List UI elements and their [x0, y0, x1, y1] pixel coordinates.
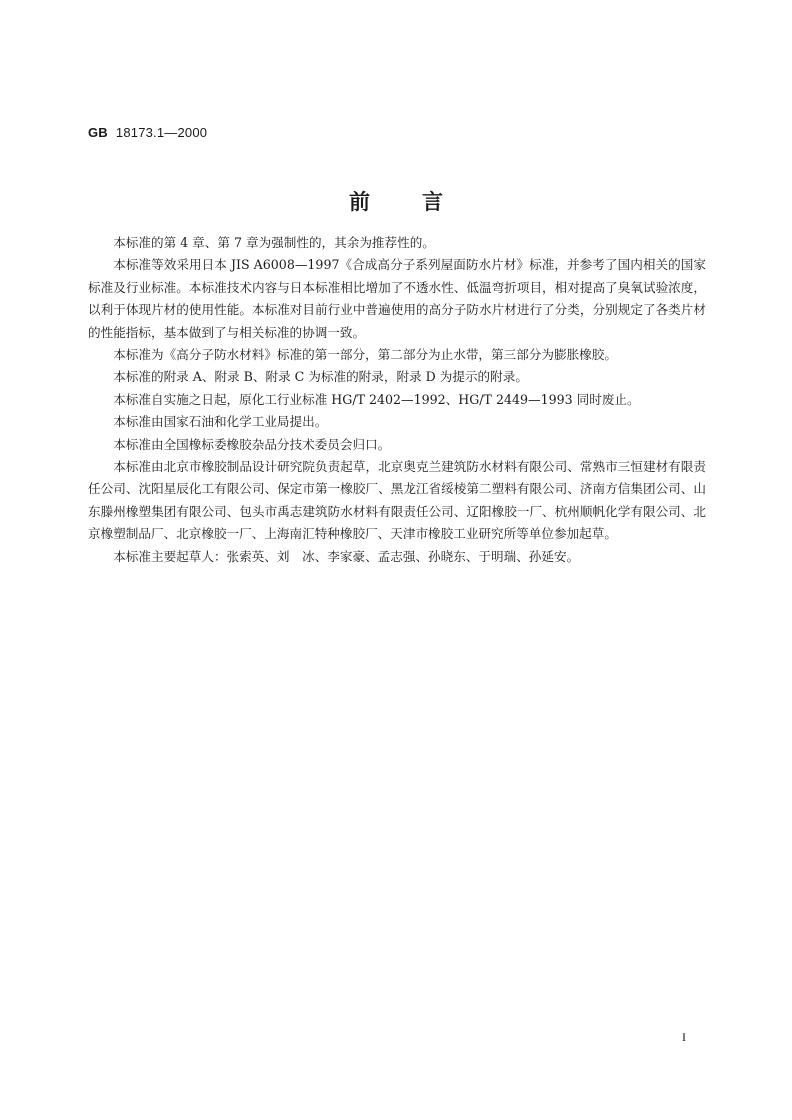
- paragraph-proposed-by: 本标准由国家石油和化学工业局提出。: [113, 414, 328, 430]
- paragraph-centralized-by: 本标准由全国橡标委橡胶杂品分技术委员会归口。: [113, 436, 391, 452]
- paragraph-drafting-units: 本标准由北京市橡胶制品设计研究院负责起草，北京奥克兰建筑防水材料有限公司、常熟市三恒建材有限责任公司、沈阳星辰化工有限公司、保定市第一橡胶厂、黑龙江省绥棱第二塑料有限公司、济南方信集团公司、山东滕州橡塑集团有限公司、包头市禹志建筑防水材料有限责任公司、辽阳橡胶一厂、杭州顺帆化学有限公司、北京橡塑制品厂、北京橡胶一厂、上海南汇特种橡胶厂、天津市橡胶工业研究所等单位参加起草。: [88, 459, 706, 542]
- paragraph-drafters: 本标准主要起草人：张索英、刘 冰、李家豪、孟志强、孙晓东、于明瑞、孙延安。: [113, 548, 580, 564]
- document-header: [88, 125, 207, 140]
- page-number: I: [682, 1030, 686, 1044]
- standard-number: 18173.1—2000: [115, 125, 208, 140]
- paragraph-parts: 本标准为《高分子防水材料》标准的第一部分，第二部分为止水带，第三部分为膨胀橡胶。: [113, 347, 617, 363]
- paragraph-appendices: 本标准的附录 A、附录 B、附录 C 为标准的附录，附录 D 为提示的附录。: [113, 369, 528, 385]
- paragraph-chapters: 本标准的第 4 章、第 7 章为强制性的，其余为推荐性的。: [113, 235, 435, 250]
- foreword-body: [88, 232, 706, 568]
- standard-code: GB: [88, 125, 108, 140]
- paragraph-equivalence: 本标准等效采用日本 JIS A6008—1997《合成高分子系列屋面防水片材》标准，并参考了国内相关的国家标准及行业标准。本标准技术内容与日本标准相比增加了不透水性、低温弯折项目，相对提高了臭氧试验浓度，以利于体现片材的使用性能。本标准对目前行业中普遍使用的高分子防水片材进行了分类，分别规定了各类片材的性能指标，基本做到了与相关标准的协调一致。: [88, 257, 706, 340]
- paragraph-supersedes: 本标准自实施之日起，原化工行业标准 HG/T 2402—1992、HG/T 2449—1993 同时废止。: [113, 391, 640, 407]
- page-title: 前言: [349, 190, 495, 214]
